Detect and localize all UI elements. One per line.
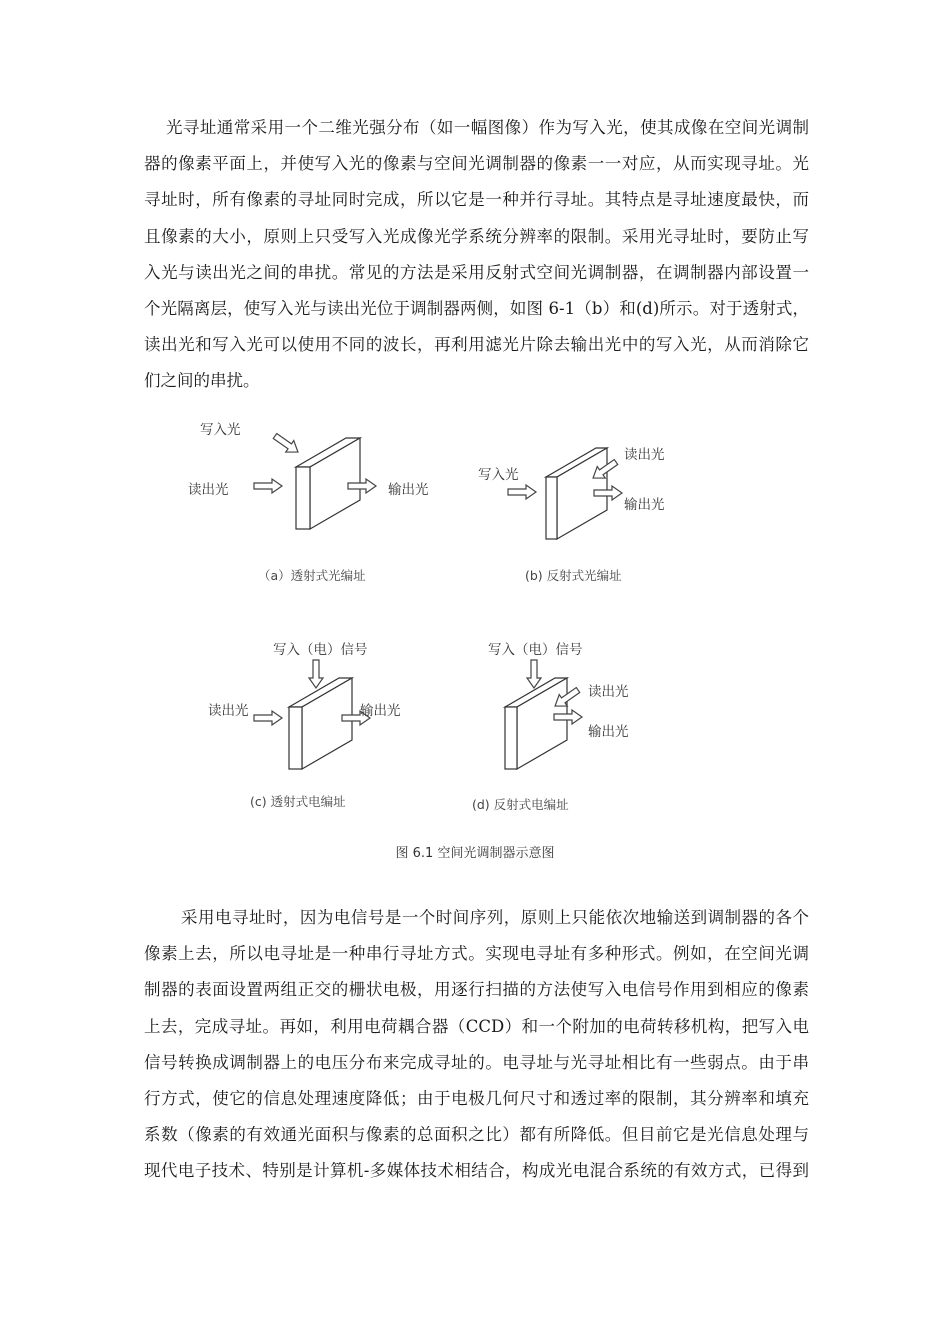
signal-arrow <box>309 660 323 688</box>
panel-d-signal-label: 写入（电）信号 <box>488 642 583 658</box>
panel-a-read-label: 读出光 <box>188 482 229 498</box>
panel-c-read-label: 读出光 <box>208 703 249 719</box>
figure-caption: 图 6.1 空间光调制器示意图 <box>395 846 555 861</box>
panel-c-signal-label: 写入（电）信号 <box>273 642 368 658</box>
paragraph-line: 们之间的串扰。 <box>144 371 260 391</box>
paragraph-line: 光寻址通常采用一个二维光强分布（如一幅图像）作为写入光，使其成像在空间光调制 <box>166 118 809 137</box>
paragraph-line: 个光隔离层，使写入光与读出光位于调制器两侧，如图 6-1（b）和(d)所示。对于透射式， <box>144 299 809 319</box>
read-arrow <box>254 479 282 493</box>
panel-c-diagram <box>254 660 370 769</box>
panel-b-diagram <box>508 448 622 539</box>
panel-a-out-label: 输出光 <box>388 482 429 498</box>
paragraph-line: 入光与读出光之间的串扰。常见的方法是采用反射式空间光调制器，在调制器内部设置一 <box>144 262 809 282</box>
paragraph-line: 寻址时，所有像素的寻址同时完成，所以它是一种并行寻址。其特点是寻址速度最快，而 <box>144 190 809 210</box>
panel-b-caption: (b) 反射式光编址 <box>525 568 622 583</box>
signal-arrow <box>527 660 541 688</box>
paragraph-electrical-addressing <box>144 900 809 1190</box>
panel-d-diagram <box>505 660 582 769</box>
panel-b-out-label: 输出光 <box>624 497 665 513</box>
modulator-front <box>296 467 310 529</box>
panel-a-caption: （a）透射式光编址 <box>258 568 366 583</box>
paragraph-line: 制器的表面设置两组正交的栅状电极，用逐行扫描的方法使写入电信号作用到相应的像素 <box>144 980 809 1000</box>
read-arrow <box>254 711 282 725</box>
paragraph-line: 系数（像素的有效通光面积与像素的总面积之比）都有所降低。但目前它是光信息处理与 <box>144 1125 809 1145</box>
write-arrow <box>271 430 302 458</box>
paragraph-line: 行方式，使它的信息处理速度降低；由于电极几何尺寸和透过率的限制，其分辨率和填充 <box>144 1089 809 1109</box>
paragraph-line: 且像素的大小，原则上只受写入光成像光学系统分辨率的限制。采用光寻址时，要防止写 <box>144 226 809 246</box>
panel-b-write-label: 写入光 <box>478 467 519 483</box>
paragraph-line: 读出光和写入光可以使用不同的波长，再利用滤光片除去输出光中的写入光，从而消除它 <box>144 335 809 355</box>
paragraph-line: 像素上去，所以电寻址是一种串行寻址方式。实现电寻址有多种形式。例如，在空间光调 <box>144 944 809 964</box>
paragraph-line: 现代电子技术、特别是计算机-多媒体技术相结合，构成光电混合系统的有效方式，已得到 <box>144 1161 809 1181</box>
panel-d-caption: (d) 反射式电编址 <box>472 797 569 812</box>
write-arrow <box>508 485 536 499</box>
paragraph-line: 上去，完成寻址。再如，利用电荷耦合器（CCD）和一个附加的电荷转移机构，把写入电 <box>144 1016 809 1036</box>
panel-a-write-label: 写入光 <box>200 422 241 438</box>
paragraph-line: 信号转换成调制器上的电压分布来完成寻址的。电寻址与光寻址相比有一些弱点。由于串 <box>144 1052 809 1072</box>
panel-b-read-label: 读出光 <box>624 447 665 463</box>
panel-d-out-label: 输出光 <box>588 724 629 740</box>
panel-d-read-label: 读出光 <box>588 684 629 700</box>
panel-a-diagram <box>254 430 376 529</box>
panel-c-out-label: 输出光 <box>360 703 401 719</box>
paragraph-line: 采用电寻址时，因为电信号是一个时间序列，原则上只能依次地输送到调制器的各个 <box>181 908 809 927</box>
paragraph-line: 器的像素平面上，并使写入光的像素与空间光调制器的像素一一对应，从而实现寻址。光 <box>144 154 809 174</box>
panel-c-caption: (c) 透射式电编址 <box>250 794 346 809</box>
